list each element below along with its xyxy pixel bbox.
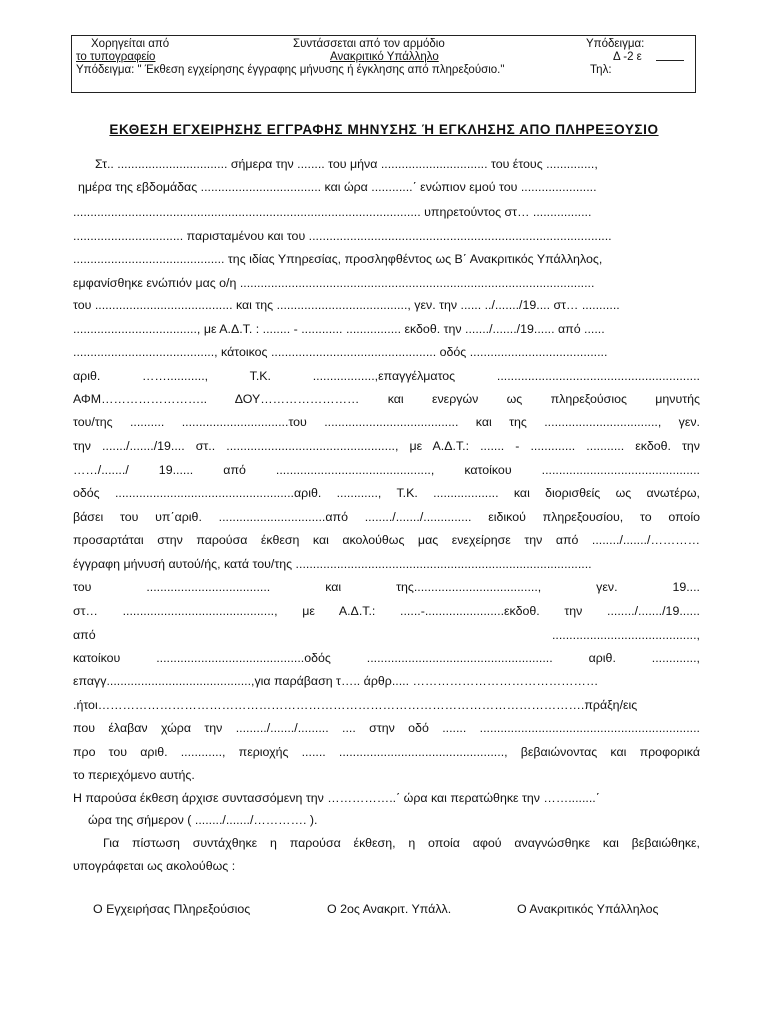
- body-line: στ… ............................................, με Α.Δ.Τ.: ......-.......................εκδοθ. την ......../......./19......: [73, 604, 700, 618]
- body-line: ........................................., κάτοικος ................................................ οδός ........................................: [73, 345, 608, 359]
- body-line: του .................................... και της...................................., γεν. 19....: [73, 580, 700, 594]
- body-line: ΑΦΜ…………………….. ΔΟΥ…………………… και ενεργών ως πληρεξούσιος μηνυτής: [73, 392, 700, 406]
- header-phone-label: Τηλ:: [590, 64, 612, 76]
- body-line: υπογράφεται ως ακολούθως :: [73, 859, 236, 873]
- header-template-label: Υπόδειγμα:: [586, 38, 645, 50]
- body-line: ώρα της σήμερον ( ......../......./…………. ).: [88, 813, 318, 827]
- body-line: έγγραφη μήνυσή αυτού/ής, κατά του/της ......................................................................................: [73, 557, 592, 571]
- body-line: βάσει του υπ΄αριθ. ...............................από ......../......./.............. ειδικού πληρεξουσίου, το οποίο: [73, 510, 700, 524]
- body-line: κατοίκου ...........................................οδός ...................................................... αριθ. .............,: [73, 651, 700, 665]
- body-line: Για πίστωση συντάχθηκε η παρούσα έκθεση, η οποία αφού αναγνώσθηκε και βεβαιώθηκε,: [103, 836, 700, 850]
- signature-proxy: Ο Εγχειρήσας Πληρεξούσιος: [93, 902, 251, 916]
- body-line: .ήτοι……………………………………………………………………………………………………….πράξη/εις: [73, 698, 638, 712]
- header-template-description: Υπόδειγμα: " Έκθεση εγχείρησης έγγραφης μήνυσης ή έγκλησης από πληρεξούσιο.": [76, 64, 505, 76]
- body-line: επαγγ..........................................,για παράβαση τ….. άρθρ..... ………………………………………: [73, 674, 599, 688]
- body-line: προ του αριθ. ............, περιοχής ....... ................................................, βεβαιώνοντας και προφορικά: [73, 745, 700, 759]
- signature-second-officer: Ο 2ος Ανακριτ. Υπάλλ.: [327, 902, 452, 916]
- body-line: ..................................................................................................... υπηρετούντος στ… .................: [73, 205, 592, 219]
- signature-officer: Ο Ανακριτικός Υπάλληλος: [517, 902, 659, 916]
- body-line: προσαρτάται στην παρούσα έκθεση και ακολούθως μας ενεχείρησε την από ......../......./…………: [73, 533, 700, 547]
- body-line: οδός ....................................................αριθ. ............, Τ.Κ. ................... και διορισθείς ως ανωτέρω,: [73, 486, 700, 500]
- body-line: ...................................., με Α.Δ.Τ. : ........ - ............ ................ εκδοθ. την ......./......./19...... από ......: [73, 322, 605, 336]
- document-title: ΕΚΘΕΣΗ ΕΓΧΕΙΡΗΣΗΣ ΕΓΓΡΑΦΗΣ ΜΗΝΥΣΗΣ Ή ΕΓΚΛΗΣΗΣ ΑΠΟ ΠΛΗΡΕΞΟΥΣΙΟ: [109, 122, 659, 137]
- body-line: την ......./......./19.... στ.. ................................................., με Α.Δ.Τ.: ....... - ............. ........... εκδοθ. την: [73, 439, 700, 453]
- header-drafter: Συντάσσεται από τον αρμόδιο: [293, 38, 445, 50]
- body-line: ……/......./ 19...... από ............................................., κατοίκου ..............................................: [73, 463, 700, 477]
- body-line: ............................................ της ιδίας Υπηρεσίας, προσληφθέντος ως Β΄ Ανακριτικός Υπάλληλος,: [73, 252, 603, 266]
- body-line: του ........................................ και της ......................................, γεν. την ...... ../......./19.... στ… ...........: [73, 298, 620, 312]
- body-line: ................................ παρισταμένου και του ........................................................................................: [73, 229, 612, 243]
- header-code-underline: [656, 60, 684, 61]
- body-line: Στ.. ................................ σήμερα την ........ του μήνα ............................... του έτους ..............,: [95, 157, 598, 171]
- body-line: από ..........................................,: [73, 628, 700, 642]
- header-printer: το τυπογραφείο: [76, 51, 156, 63]
- body-line: το περιεχόμενο αυτής.: [73, 768, 195, 782]
- body-line: του/της .......... ...............................του ....................................... και της ................................., γεν.: [73, 415, 700, 429]
- header-supplier: Χορηγείται από: [91, 38, 170, 50]
- header-box: [71, 35, 696, 93]
- body-line: που έλαβαν χώρα την ........./......./......... .... στην οδό ....... ................................................................: [73, 721, 700, 735]
- body-line: εμφανίσθηκε ενώπιόν μας ο/η .......................................................................................................: [73, 276, 595, 290]
- body-line: ημέρα της εβδομάδας ................................... και ώρα ............΄ ενώπιον εμού του ......................: [78, 180, 597, 194]
- body-line: Η παρούσα έκθεση άρχισε συντασσόμενη την ……………..΄ ώρα και περατώθηκε την ……........΄: [73, 791, 600, 805]
- body-line: αριθ. ……..........., Τ.Κ. ..................,επαγγέλματος ...........................................................: [73, 369, 700, 383]
- header-code: Δ -2 ε: [613, 51, 642, 63]
- header-officer: Ανακριτικό Υπάλληλο: [330, 51, 439, 63]
